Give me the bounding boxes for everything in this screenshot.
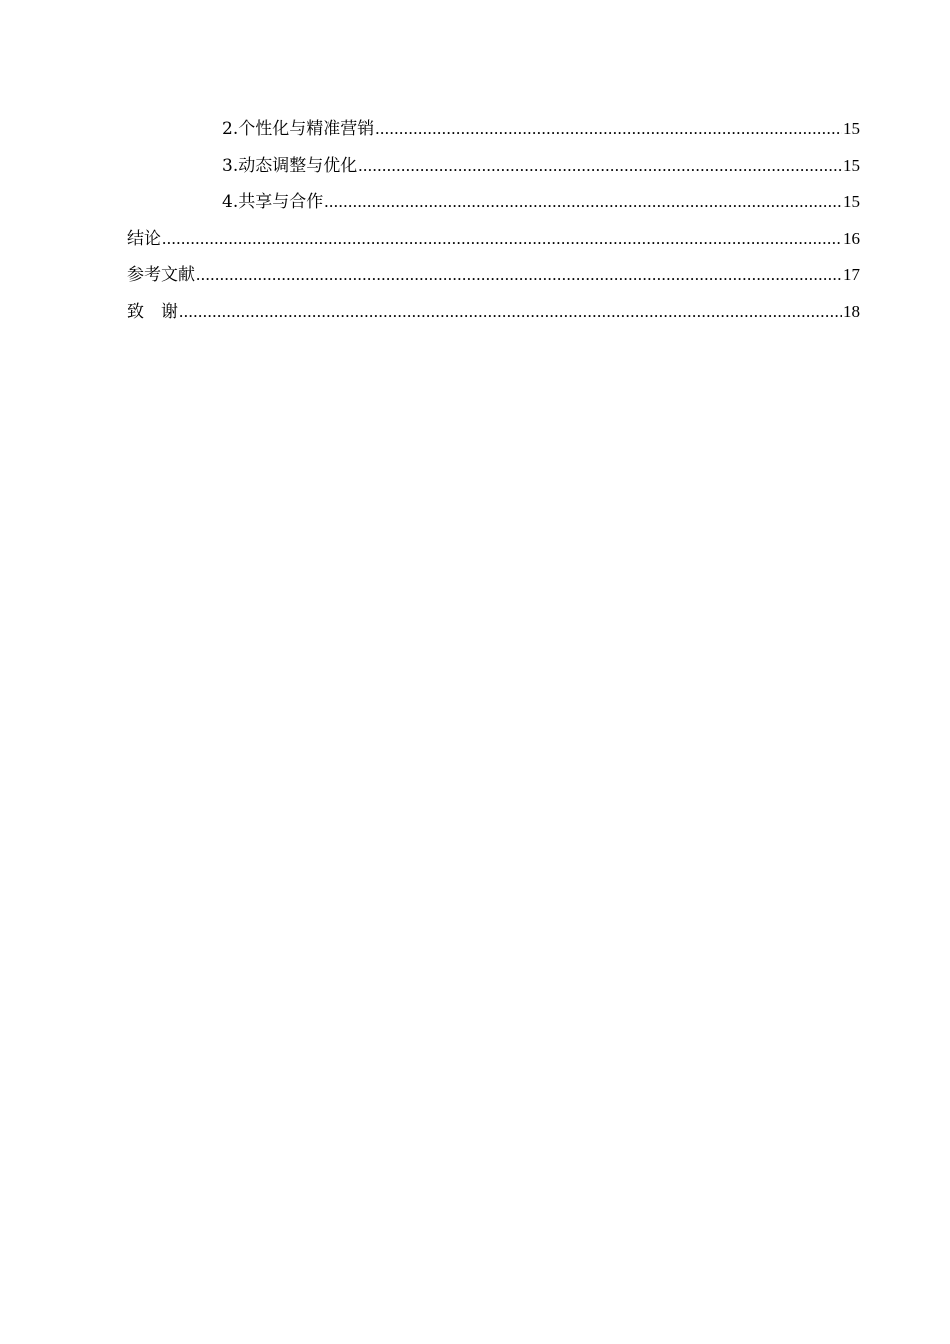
- toc-entry[interactable]: [127, 114, 860, 151]
- table-of-contents: [127, 114, 860, 333]
- toc-dot-leader: [324, 192, 842, 212]
- toc-entry-page: 15: [843, 192, 860, 211]
- toc-entry-page: 18: [843, 301, 860, 321]
- toc-entry-page: 15: [843, 119, 860, 138]
- toc-entry-title: 3.动态调整与优化: [222, 155, 358, 176]
- toc-entry-title: 2.个性化与精准营销: [222, 119, 375, 139]
- toc-entry[interactable]: [127, 224, 860, 261]
- toc-dot-leader: [179, 302, 842, 322]
- toc-entry-title: 致 谢: [127, 301, 178, 322]
- toc-entry-title: 结论: [127, 228, 161, 249]
- toc-dot-leader: [375, 119, 842, 139]
- toc-entry[interactable]: [127, 151, 860, 188]
- toc-dot-leader: [196, 265, 842, 285]
- toc-dot-leader: [358, 156, 842, 176]
- toc-entry[interactable]: [127, 187, 860, 224]
- toc-entry-title: 4.共享与合作: [222, 192, 324, 212]
- toc-entry[interactable]: [127, 297, 860, 334]
- toc-entry-page: 17: [843, 265, 860, 284]
- toc-dot-leader: [162, 229, 842, 249]
- toc-entry-page: 15: [843, 155, 860, 175]
- toc-entry[interactable]: [127, 260, 860, 297]
- toc-entry-page: 16: [843, 228, 860, 248]
- toc-entry-title: 参考文献: [127, 265, 195, 285]
